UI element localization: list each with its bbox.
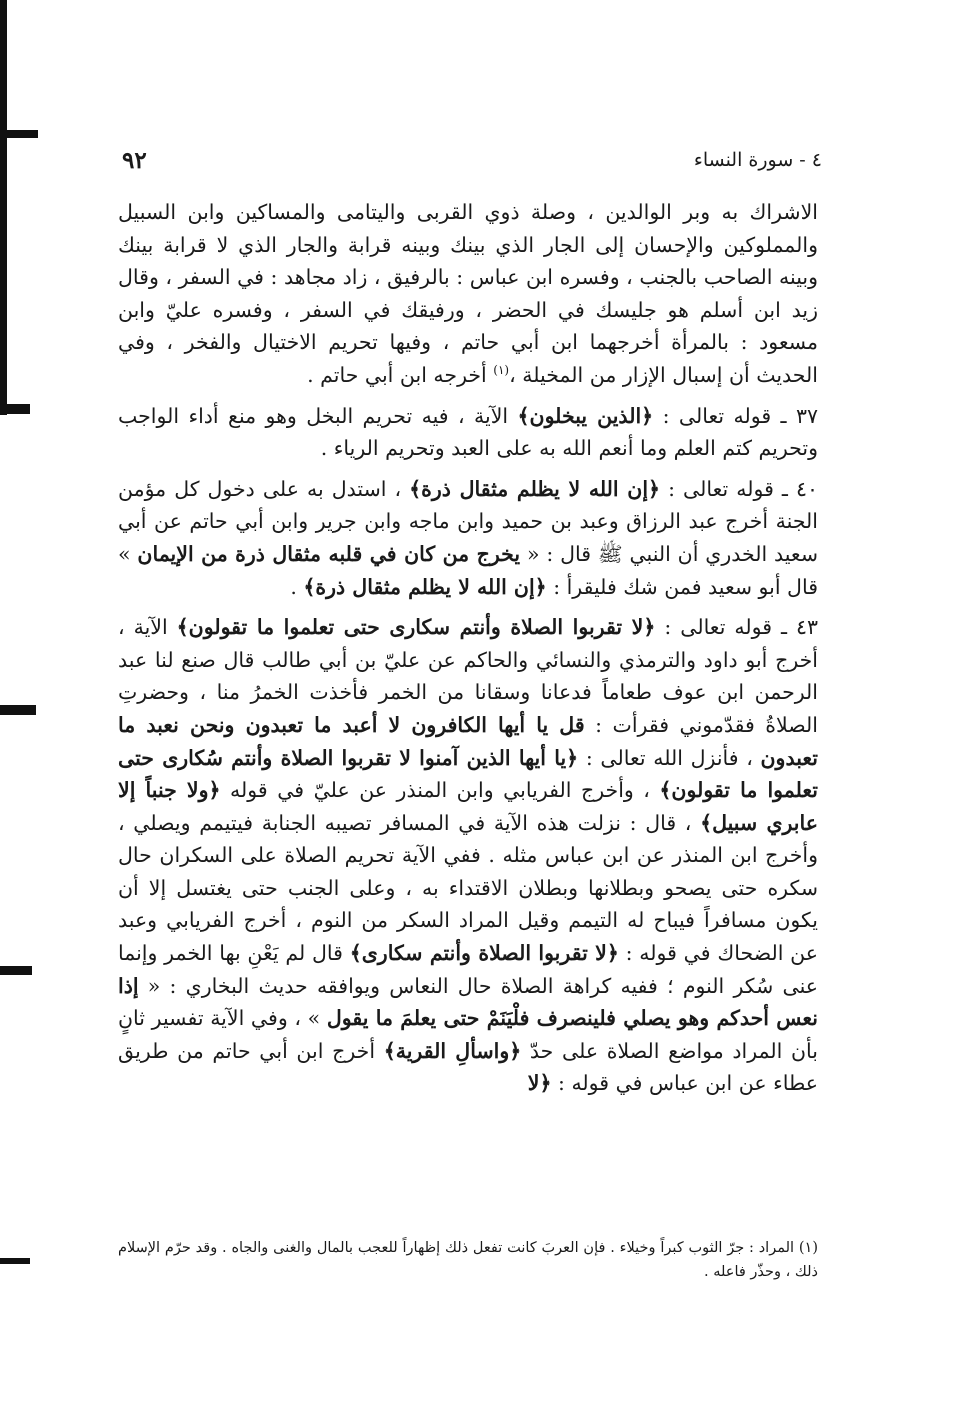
- paragraph: [118, 400, 818, 465]
- text-segment: ، فأنزل الله تعالى :: [578, 745, 761, 770]
- text-segment: ٤٣ ـ قوله تعالى :: [655, 615, 819, 640]
- quoted-text: ﴿إن الله لا يظلم مثقال ذرة﴾: [303, 574, 547, 599]
- quoted-text: ﴿واسألِ القرية﴾: [383, 1038, 522, 1063]
- scan-edge-line-middle: [0, 135, 7, 415]
- scan-edge-line-top: [0, 0, 7, 135]
- text-segment: » قال أبو سعيد فمن شك فليقرأ :: [118, 541, 818, 599]
- text-segment: قال لم يَعْنِ بها الخمر وإنما عنى سُكر النوم ؛ ففيه كراهة الصلاة حال النعاس ويوافقه حديث البخاري : «: [118, 941, 818, 998]
- text-segment: ، قال : نزلت هذه الآية في المسافر تصيبه الجنابة فيتيمم ويصلي ، وأخرج ابن المنذر عن ابن عباس مثله . ففي الآية تحريم الصلاة على السكران حال سكره حتى يصحو وبطلانها وبطلان الاقتداء به ، وعلى الجنب حتى يغتسل إلا أن يكون مسافراً فيباح له التيمم وقيل المراد السكر من النوم ، أخرج الفريابي وعبد عن الضحاك في قوله :: [118, 810, 819, 966]
- page-number: ٩٢: [122, 146, 147, 174]
- text-segment: ٣٧ ـ قوله تعالى :: [653, 403, 819, 428]
- text-segment: » ، وفي الآية تفسير ثانٍ بأن المراد مواضع الصلاة على حدّ: [118, 1006, 818, 1063]
- quoted-text: إذا نعس أحدكم وهو يصلي فلينصرف فلْيَنَمْ حتى يعلمَ ما يقول: [118, 973, 818, 1031]
- scan-edge-mark: [0, 966, 32, 975]
- quoted-text: ﴿إن الله لا يظلم مثقال ذرة﴾: [409, 476, 661, 501]
- quoted-text: ﴿لا تقربوا الصلاة وأنتم سكارى﴾: [349, 941, 619, 966]
- quoted-text: ﴿يا أيها الذين آمنوا لا تقربوا الصلاة وأنتم سُكارى حتى تعلموا ما تقولون﴾: [118, 745, 818, 803]
- text-segment: الاشراك به وبر الوالدين ، وصلة ذوي القربى واليتامى والمساكين وابن السبيل والمملوكين والإحسان إلى الجار الذي بينك وبينه قرابة والجار الذي لا قرابة بينك وبينه الصاحب بالجنب ، وفسره ابن عباس : بالرفيق ، زاد مجاهد : في السفر ، وقال زيد ابن أسلم هو جليسك في الحضر ، ورفيقك في السفر ، وفسره عليّ وابن مسعود : بالمرأة أخرجهما ابن أبي حاتم ، وفيها تحريم الاختيال والفخر ، وفي الحديث أن إسبال الإزار من المخيلة ،: [118, 200, 818, 387]
- text-segment: الآية ، أخرج أبو داود والترمذي والنسائي والحاكم عن عليّ بن أبي طالب قال صنع لنا عبد الرحمن ابن عوف طعاماً فدعانا وسقانا من الخمر فأخذت الخمرُ منا ، وحضرتِ الصلاةُ فقدّموني فقرأت :: [118, 615, 818, 737]
- page-header: [122, 140, 822, 180]
- quoted-text: ﴿ولا جنباً إلا عابري سبيل﴾: [118, 778, 818, 835]
- text-segment: .: [290, 574, 304, 599]
- running-title: ٤ - سورة النساء: [693, 149, 822, 171]
- text-segment: الآية ، فيه تحريم البخل وهو منع أداء الواجب وتحريم كتم العلم وما أنعم الله به على العبد وتحريم الرياء .: [118, 403, 818, 461]
- quoted-text: قل يا أيها الكافرون لا أعبد ما تعبدون ونحن نعبد ما تعبدون: [118, 712, 818, 770]
- paragraph: [118, 611, 818, 1100]
- text-segment: ٤٠ ـ قوله تعالى :: [660, 476, 818, 501]
- scan-edge-mark: [0, 1258, 30, 1264]
- quoted-text: يخرج من كان في قلبه مثقال ذرة من الإيمان: [137, 541, 521, 566]
- scan-edge-mark: [0, 404, 30, 414]
- footnote: (١) المراد : جرّ الثوب كبراً وخيلاء . فإن العربَ كانت تفعل ذلك إظهاراً للعجب بالمال والغنى والجاه . وقد حرّم الإسلام ذلك ، وحذّر فاعله .: [118, 1240, 818, 1280]
- text-segment: أخرج ابن أبي حاتم من طريق عطاء عن ابن عباس في قوله :: [118, 1038, 818, 1096]
- main-text: [118, 196, 818, 1100]
- paragraph: [118, 473, 818, 603]
- scan-edge-mark: [0, 705, 36, 715]
- quoted-text: ﴿لا تقربوا الصلاة وأنتم سكارى حتى تعلموا ما تقولون﴾: [176, 615, 656, 640]
- paragraph: [118, 196, 818, 392]
- footnote-marker: (١): [493, 363, 510, 378]
- text-segment: أخرجه ابن أبي حاتم .: [307, 362, 494, 387]
- quoted-text: ﴿لا: [527, 1071, 552, 1096]
- text-segment: ، استدل به على دخول كل مؤمن الجنة أخرج عبد الرزاق وعبد بن حميد وابن ماجه وابن جرير وابن أبي حاتم عن أبي سعيد الخدري أن النبي ﷺ قال : «: [118, 476, 819, 566]
- text-segment: ، وأخرج الفريابي وابن المنذر عن عليّ في قوله: [220, 778, 660, 803]
- quoted-text: ﴿الذين يبخلون﴾: [517, 403, 654, 428]
